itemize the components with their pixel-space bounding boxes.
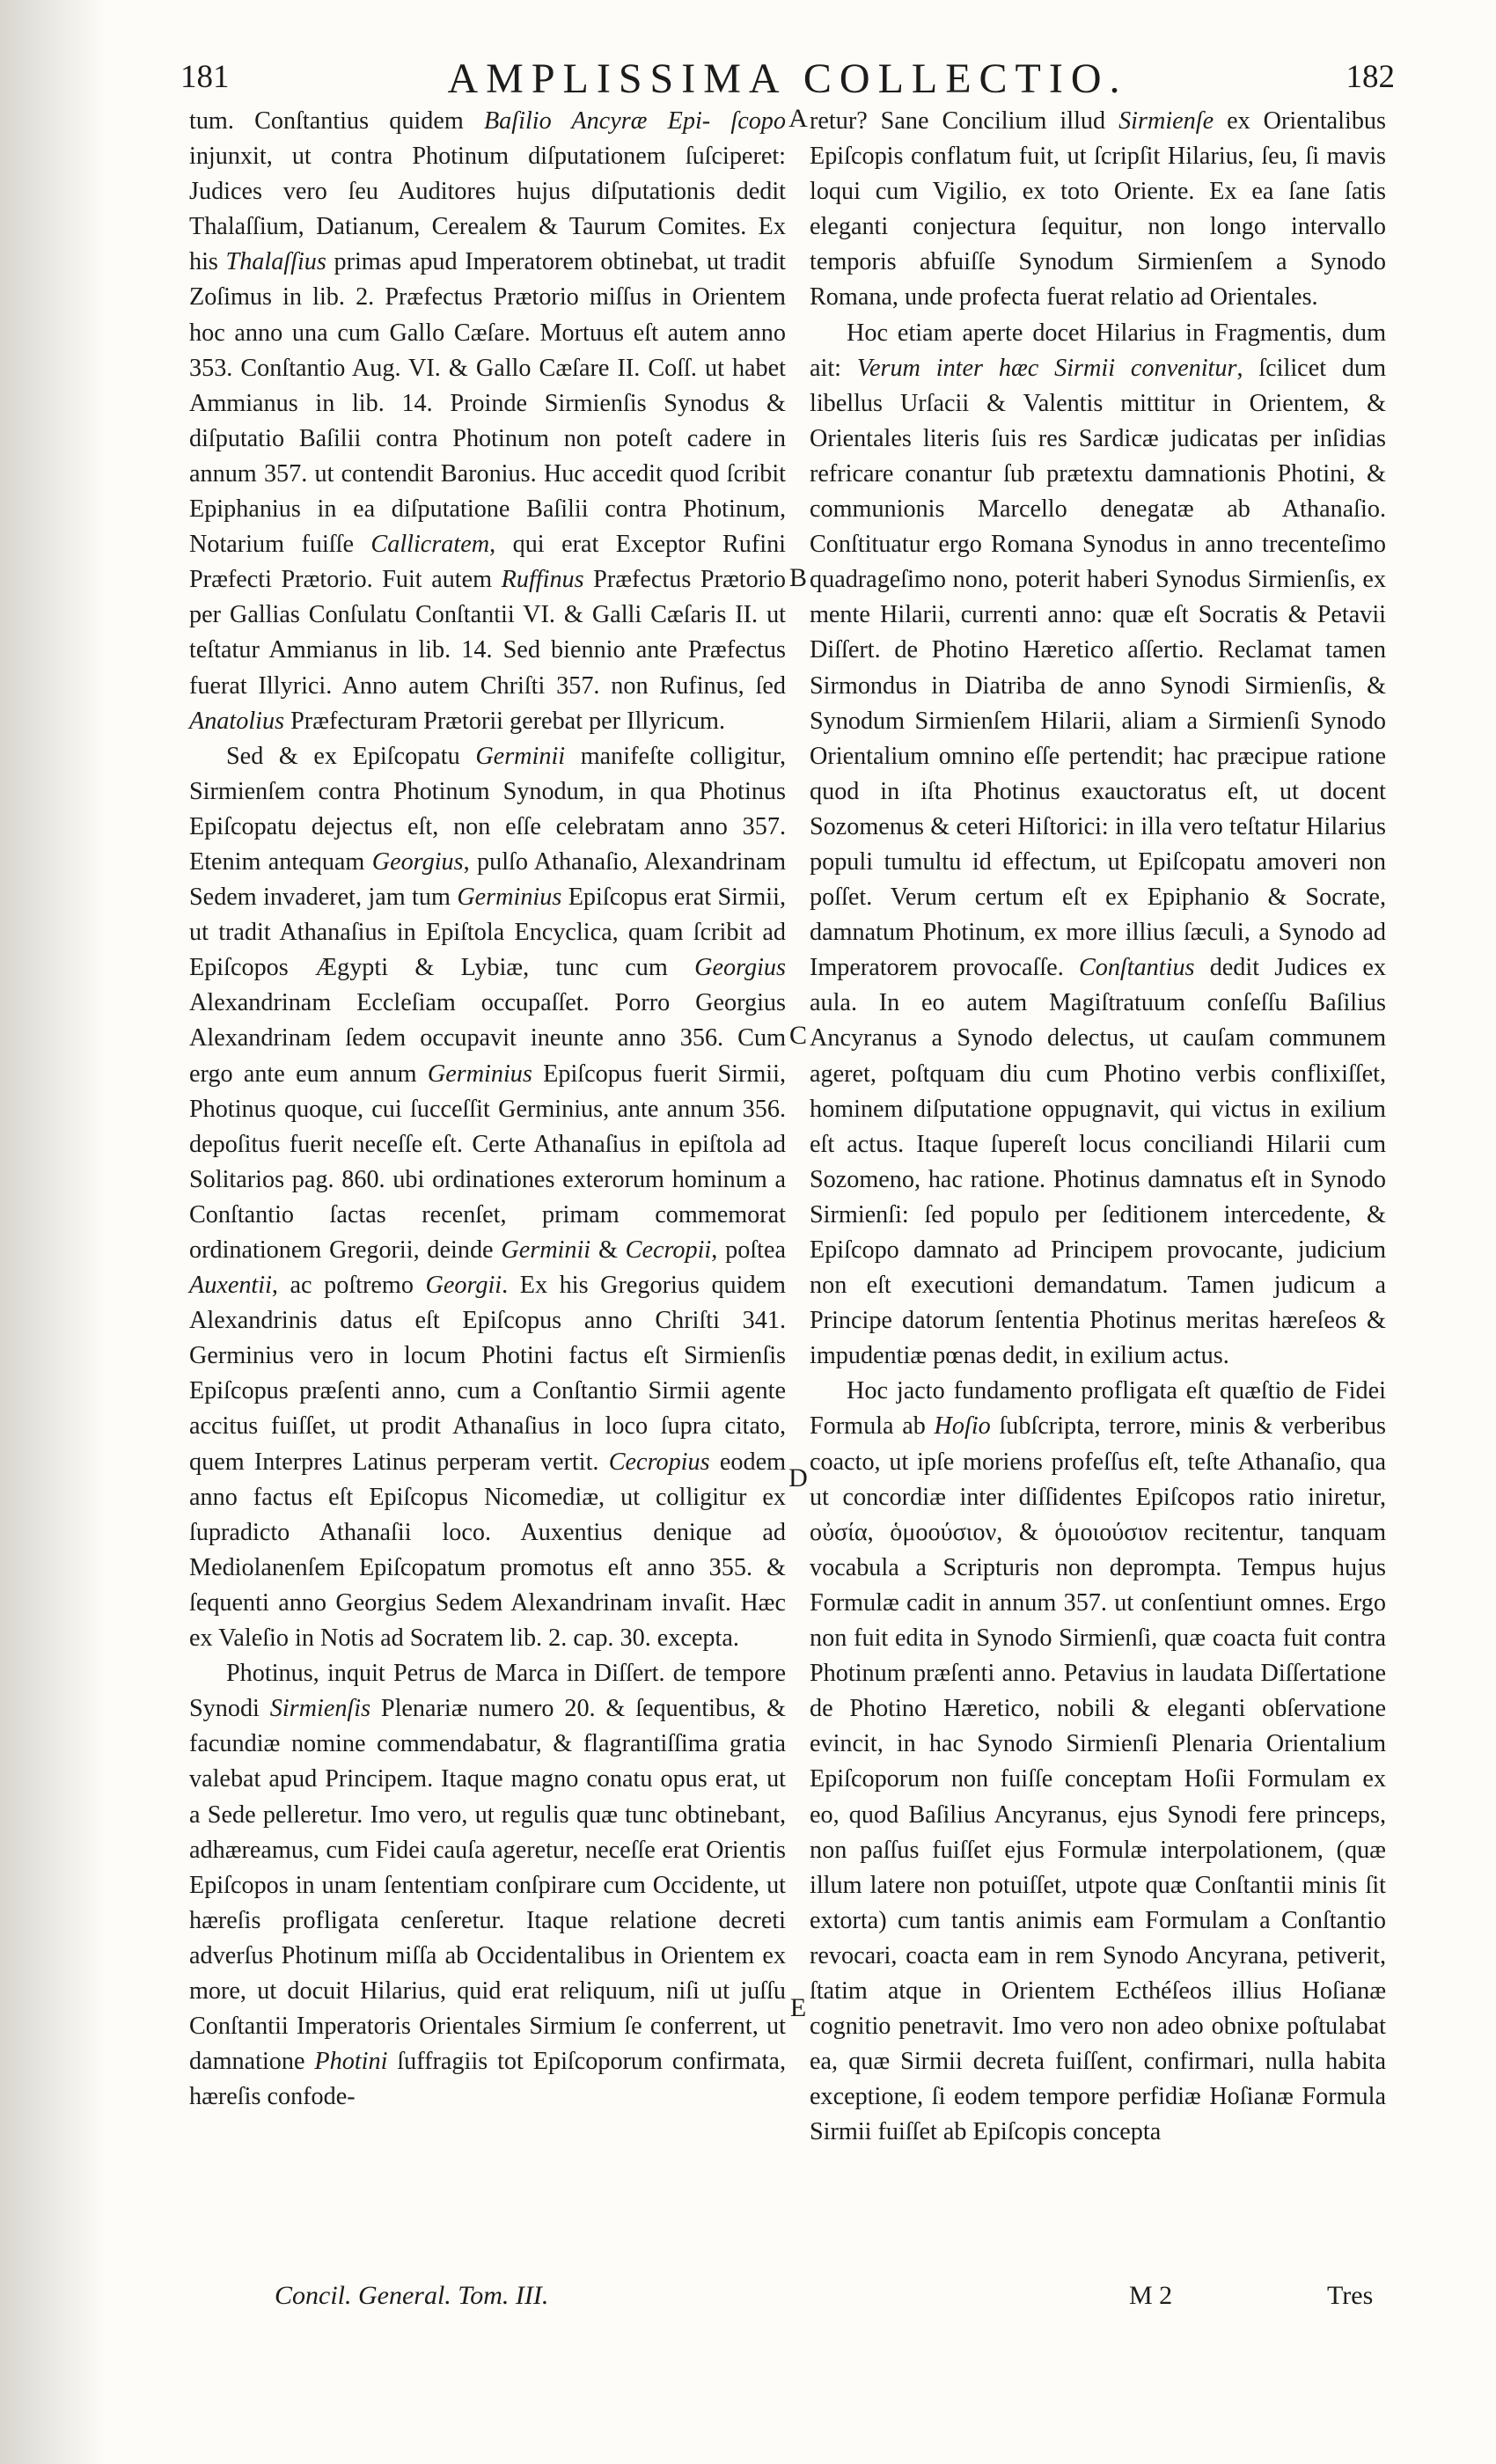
paragraph: Hoc etiam aperte docet Hilarius in Fragmentis, dum ait: Verum inter hæc Sirmii convenitur, ſcilicet dum libellus Urſacii & Valentis mittitur in Orientem, & Orientales literis ſuis res Sardicæ judicatas per inſidias refricare conantur ſub prætextu damnationis Photini, & communionis Marcello denegatæ ab Athanaſio. Conſtituatur ergo Romana Synodus in anno trecenteſimo quadrageſimo nono, poterit haberi Synodus Sirmienſis, ex mente Hilarii, currenti anno: quæ eſt Socratis & Petavii Diſſert. de Photino Hæretico aſſertio. Reclamat tamen Sirmondus in Diatriba de anno Synodi Sirmienſis, & Synodum Sirmienſem Hilarii, aliam a Sirmienſi Synodo Orientalium omnino eſſe pertendit; hac præcipue ratione quod in iſta Photinus exauctoratus eſt, ut docent Sozomenus & ceteri Hiſtorici: in illa vero teſtatur Hilarius populi tumultu id effectum, ut Epiſcopatu amoveri non poſſet. Verum certum eſt ex Epiphanio & Socrate, damnatum Photinum, ex more illius ſæculi, a Synodo ad Imperatorem provocaſſe. Conſtantius dedit Judices ex aula. In eo autem Magiſtratuum conſeſſu Baſilius Ancyranus a Synodo delectus, ut cauſam communem ageret, poſtquam diu cum Photino verbis conflixiſſet, hominem diſputatione oppugnavit, qui victus in exilium eſt actus. Itaque ſupereſt locus conciliandi Hilarii cum Sozomeno, hac ratione. Photinus damnatus eſt in Synodo Sirmienſi: ſed populo per ſeditionem intercedente, & Epiſcopo damnato ad Principem provocante, judicium non eſt executioni demandatum. Tamen judicum a Principe datorum ſententia Photinus meritas hæreſeos & impudentiæ pœnas dedit, in exilium actus. xyxy=(810,319,1387,1370)
page-number-right: 182 xyxy=(1346,59,1395,95)
catchword: Tres xyxy=(1327,2281,1374,2310)
paragraph: tum. Conſtantius quidem Baſilio Ancyræ Epi- ſcopo injunxit, ut contra Photinum diſputationem ſuſciperet: Judices vero ſeu Auditores hujus diſputationis dedit Thalaſſium, Datianum, Cerealem & Taurum Comites. Ex his Thalaſſius primas apud Imperatorem obtinebat, ut tradit Zoſimus in lib. 2. Præfectus Prætorio miſſus in Orientem hoc anno una cum Gallo Cæſare. Mortuus eſt autem anno 353. Conſtantio Aug. VI. & Gallo Cæſare II. Coſſ. ut habet Ammianus in lib. 14. Proinde Sirmienſis Synodus & diſputatio Baſilii contra Photinum non poteſt cadere in annum 357. ut contendit Baronius. Huc accedit quod ſcribit Epiphanius in ea diſputatione Baſilii contra Photinum, Notarium fuiſſe Callicratem, qui erat Exceptor Rufini Præfecti Prætorio. Fuit autem Ruffinus Præfectus Prætorio per Gallias Conſulatu Conſtantii VI. & Galli Cæſaris II. ut teſtatur Ammianus in lib. 14. Sed biennio ante Præfectus fuerat Illyrici. Anno autem Chriſti 357. non Rufinus, ſed Anatolius Præfecturam Prætorii gerebat per Illyricum. xyxy=(189,107,786,735)
page-footer xyxy=(0,2281,1496,2320)
margin-marker-b: B xyxy=(788,563,807,592)
signature-mark: M 2 xyxy=(1129,2281,1173,2310)
left-column xyxy=(189,104,786,2115)
paragraph: Sed & ex Epiſcopatu Germinii manifeſte colligitur, Sirmienſem contra Photinum Synodum, in qua Photinus Epiſcopatu dejectus eſt, non eſſe celebratam anno 357. Etenim antequam Georgius, pulſo Athanaſio, Alexandrinam Sedem invaderet, jam tum Germinius Epiſcopus erat Sirmii, ut tradit Athanaſius in Epiſtola Encyclica, quam ſcribit ad Epiſcopos Ægypti & Lybiæ, tunc cum Georgius Alexandrinam Eccleſiam occupaſſet. Porro Georgius Alexandrinam ſedem occupavit ineunte anno 356. Cum ergo ante eum annum Germinius Epiſcopus fuerit Sirmii, Photinus quoque, cui ſucceſſit Germinius, ante annum 356. depoſitus fuerit neceſſe eſt. Certe Athanaſius in epiſtola ad Solitarios pag. 860. ubi ordinationes exterorum hominum a Conſtantio ſactas recenſet, primam commemorat ordinationem Gregorii, deinde Germinii & Cecropii, poſtea Auxentii, ac poſtremo Georgii. Ex his Gregorius quidem Alexandrinis datus eſt Epiſcopus anno Chriſti 341. Germinius vero in locum Photini factus eſt Sirmienſis Epiſcopus præſenti anno, cum a Conſtantio Sirmii agente accitus fuiſſet, ut prodit Athanaſius in loco ſupra citato, quem Interpres Latinus perperam vertit. Cecropius eodem anno factus eſt Epiſcopus Nicomediæ, ut colligitur ex ſupradicto Athanaſii loco. Auxentius denique ad Mediolanenſem Epiſcopatum promotus eſt anno 355. & ſequenti anno Georgius Sedem Alexandrinam invaſit. Hæc ex Valeſio in Notis ad Socratem lib. 2. cap. 30. excepta. xyxy=(189,742,787,1653)
page-number-left: 181 xyxy=(180,59,230,95)
margin-marker-e: E xyxy=(789,1993,807,2022)
margin-marker-c: C xyxy=(788,1021,807,1050)
margin-marker-a: A xyxy=(788,104,808,133)
right-column xyxy=(810,104,1386,2150)
binding-shadow xyxy=(0,0,106,2464)
footer-volume: Concil. General. Tom. III. xyxy=(275,2281,549,2310)
paragraph: retur? Sane Concilium illud Sirmienſe ex Orientalibus Epiſcopis conflatum fuit, ut ſcripſit Hilarius, ſeu, ſi mavis loqui cum Vigilio, ex toto Oriente. Ex ea ſane ſatis eleganti conjectura ſequitur, non longo intervallo temporis abfuiſſe Synodum Sirmienſem a Synodo Romana, unde profecta fuerat relatio ad Orientales. xyxy=(810,107,1386,312)
paragraph: Hoc jacto fundamento profligata eſt quæſtio de Fidei Formula ab Hoſio ſubſcripta, terrore, minis & verberibus coacto, ut ipſe moriens profeſſus eſt, teſte Athanaſio, qua ut concordiæ inter diſſidentes Epiſcopos ratio iniretur, οὐσία, ὁμοούσιον, & ὁμοιούσιον recitentur, tanquam vocabula a Scripturis non deprompta. Tempus hujus Formulæ cadit in annum 357. ut conſentiunt omnes. Ergo non fuit edita in Synodo Sirmienſi, quæ coacta fuit contra Photinum præſenti anno. Petavius in laudata Diſſertatione de Photino Hæretico, nobili & eleganti obſervatione evincit, in hac Synodo Sirmienſi Plenaria Orientalium Epiſcoporum non fuiſſe conceptam Hoſii Formulam ex eo, quod Baſilius Ancyranus, ejus Synodi fere princeps, non paſſus fuiſſet ejus Formulæ interpolationem, (quæ illum latere non potuiſſet, utpote quæ Conſtantii minis ſit extorta) cum tantis animis eam Formulam a Conſtantio revocari, coacta eam in rem Synodo Ancyrana, petiverit, ſtatim atque in Orientem Ecthéſeos illius Hoſianæ cognitio penetravit. Imo vero non adeo obnixe poſtulabat ea, quæ Sirmii decreta fuiſſent, confirmari, nulla habita exceptione, ſi eodem tempore perfidiæ Hoſianæ Formula Sirmii fuiſſet ab Epiſcopis concepta xyxy=(810,1377,1387,2146)
margin-marker-d: D xyxy=(788,1463,808,1492)
paragraph: Photinus, inquit Petrus de Marca in Diſſert. de tempore Synodi Sirmienſis Plenariæ numero 20. & ſequentibus, & facundiæ nomine commendabatur, & flagrantiſſima gratia valebat apud Principem. Itaque magno conatu opus erat, ut a Sede pelleretur. Imo vero, ut regulis quæ tunc obtinebant, adhæreamus, cum Fidei cauſa ageretur, neceſſe erat Orientis Epiſcopos in unam ſententiam conſpirare cum Occidente, ut hæreſis profligata cenſeretur. Itaque relatione decreti adverſus Photinum miſſa ab Occidentalibus in Orientem ex more, ut docuit Hilarius, quid erat reliquum, niſi ut juſſu Conſtantii Imperatoris Orientales Sirmium ſe conferrent, ut damnatione Photini ſuffragiis tot Epiſcoporum confirmata, hæreſis confode- xyxy=(189,1660,786,2111)
running-title: AMPLISSIMA COLLECTIO. xyxy=(447,55,1128,102)
